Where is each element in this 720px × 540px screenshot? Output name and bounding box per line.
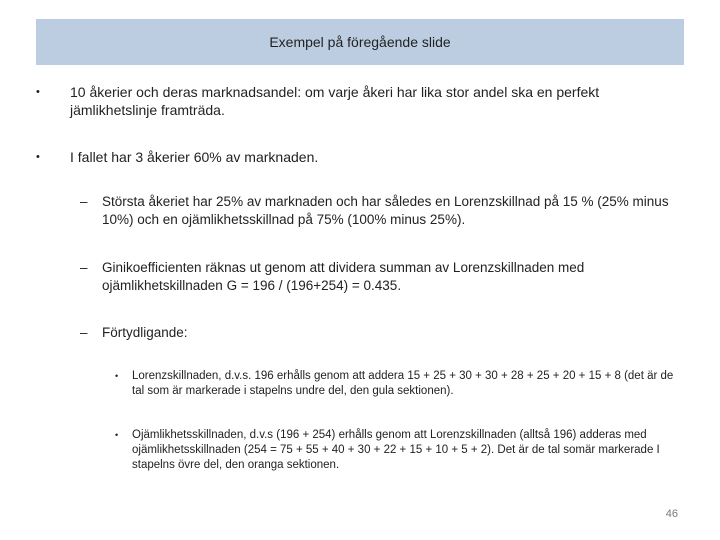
sub-sub-bullet-marker: • — [115, 371, 119, 381]
slide-title-bar — [36, 19, 684, 65]
sub-bullet-marker: – — [80, 260, 88, 275]
sub-sub-bullet-item — [115, 369, 683, 399]
sub-bullet-marker: – — [80, 325, 88, 340]
sub-sub-bullet-text: Lorenzskillnaden, d.v.s. 196 erhålls genom att addera 15 + 25 + 30 + 30 + 28 + 25 + 20 + 15 + 8 (det är de tal som är markerade i stapelns undre del, den gula sektionen). — [132, 370, 674, 397]
sub-bullet-item — [80, 193, 680, 229]
sub-sub-bullet-marker: • — [115, 430, 119, 440]
sub-bullet-marker: – — [80, 194, 88, 209]
sub-bullet-item — [80, 259, 680, 295]
slide-title: Exempel på föregående slide — [269, 34, 451, 50]
page-number: 46 — [665, 508, 678, 520]
sub-sub-bullet-text: Ojämlikhetsskillnaden, d.v.s (196 + 254) erhålls genom att Lorenzskillnaden (alltså 196) adderas med ojämlikhetsskillnaden (254 = 75 + 55 + 40 + 30 + 22 + 15 + 10 + 5 + 2). Det är de tal somär markerade I stapelns övre del, den oranga sektionen. — [132, 429, 660, 471]
bullet-marker: • — [36, 86, 40, 98]
sub-sub-bullet-item — [115, 428, 683, 473]
sub-bullet-text: Största åkeriet har 25% av marknaden och har således en Lorenzskillnad på 15 % (25% minus 10%) och en ojämlikhetsskillnad på 75% (100% minus 25%). — [102, 194, 669, 227]
bullet-text: I fallet har 3 åkerier 60% av marknaden. — [70, 149, 319, 165]
bullet-item — [36, 83, 676, 119]
bullet-marker: • — [36, 151, 40, 163]
sub-bullet-text: Ginikoefficienten räknas ut genom att dividera summan av Lorenzskillnaden med ojämlikhetskillnaden G = 196 / (196+254) = 0.435. — [102, 260, 585, 293]
sub-bullet-item — [80, 324, 680, 342]
bullet-item — [36, 148, 676, 166]
sub-bullet-text: Förtydligande: — [102, 325, 188, 340]
bullet-text: 10 åkerier och deras marknadsandel: om varje åkeri har lika stor andel ska en perfekt jämlikhetslinje framträda. — [70, 84, 600, 118]
